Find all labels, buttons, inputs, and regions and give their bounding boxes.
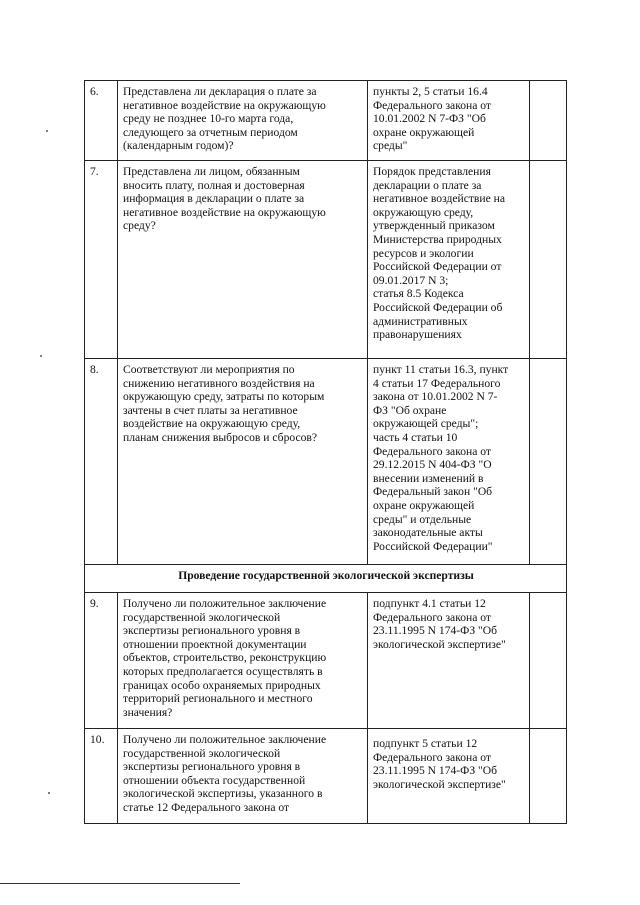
question-line: информация в декларации о плате за [123, 192, 305, 206]
row-number: 8. [85, 359, 118, 565]
reference-line: охране окружающей [373, 125, 475, 139]
question-line: Представлена ли лицом, обязанным [123, 165, 300, 178]
row-number: 9. [85, 593, 118, 729]
reference-line: Российской Федерации от [373, 260, 502, 274]
row-number: 6. [85, 81, 118, 161]
reference-line: часть 4 статьи 10 [373, 430, 458, 444]
reference-line: правонарушениях [373, 328, 462, 342]
reference-line: охране окружающей [373, 498, 475, 512]
scan-speck [40, 355, 42, 357]
reference-line: Федерального закона от [373, 750, 492, 764]
reference-line: 09.01.2017 N 3; [373, 273, 449, 287]
question-line: территорий регионального и местного [123, 692, 313, 706]
question-line: статье 12 Федерального закона от [123, 800, 290, 814]
question-cell [118, 593, 368, 729]
question-line: отношении проектной документации [123, 637, 307, 651]
reference-cell [368, 81, 530, 161]
reference-line: Министерства природных [373, 232, 502, 246]
reference-line: окружающую среду, [373, 205, 474, 219]
reference-line: внесении изменений в [373, 471, 484, 485]
question-cell [118, 729, 368, 824]
reference-line: Федерального закона от [373, 444, 492, 458]
reference-line: ресурсов и экологии [373, 246, 474, 260]
question-line: государственной экологической [123, 746, 281, 760]
answer-cell[interactable] [530, 81, 567, 161]
question-line: вносить плату, полная и достоверная [123, 178, 305, 192]
table-row [85, 81, 567, 161]
reference-cell [368, 359, 530, 565]
row-number: 10. [85, 729, 118, 824]
answer-cell[interactable] [530, 729, 567, 824]
reference-line: Федеральный закон "Об [373, 485, 493, 499]
reference-line: административных [373, 314, 468, 328]
reference-line: Российской Федерации" [373, 539, 493, 553]
reference-line: закона от 10.01.2002 N 7- [373, 390, 498, 404]
question-line: окружающую среду, затраты по которым [123, 390, 325, 404]
reference-cell [368, 729, 530, 824]
reference-line: Порядок представления [373, 165, 491, 178]
reference-line: 10.01.2002 N 7-ФЗ "Об [373, 112, 486, 126]
table-row [85, 729, 567, 824]
reference-line: 23.11.1995 N 174-ФЗ "Об [373, 764, 498, 778]
checklist-table [84, 80, 567, 824]
answer-cell[interactable] [530, 161, 567, 359]
question-line: объектов, строительство, реконструкцию [123, 651, 327, 665]
reference-line: статья 8.5 Кодекса [373, 287, 464, 301]
question-line: экспертизы регионального уровня в [123, 624, 301, 638]
scan-speck [48, 792, 50, 794]
table-row [85, 161, 567, 359]
question-line: негативное воздействие на окружающую [123, 98, 326, 112]
reference-cell [368, 161, 530, 359]
question-line: (календарным годом)? [123, 139, 234, 153]
reference-line: среды" [373, 139, 408, 153]
question-line: которых предполагается осуществлять в [123, 664, 323, 678]
section-header-row [85, 565, 567, 593]
reference-line: Российской Федерации об [373, 300, 503, 314]
reference-line: утвержденный приказом [373, 219, 495, 233]
section-title: Проведение государственной экологической экспертизы [85, 565, 567, 593]
question-line: среду не позднее 10-го марта года, [123, 112, 294, 126]
reference-line: законодательные акты [373, 526, 483, 540]
reference-line: окружающей среды"; [373, 417, 479, 431]
answer-cell[interactable] [530, 593, 567, 729]
scan-speck [46, 130, 48, 132]
reference-line: 4 статьи 17 Федерального [373, 376, 501, 390]
reference-line: подпункт 4.1 статьи 12 [373, 597, 486, 610]
question-cell [118, 81, 368, 161]
question-line: Соответствуют ли мероприятия по [123, 363, 295, 376]
answer-cell[interactable] [530, 359, 567, 565]
question-line: воздействие на окружающую среду, [123, 417, 301, 431]
question-cell [118, 161, 368, 359]
reference-line: 23.11.1995 N 174-ФЗ "Об [373, 624, 498, 638]
table-row [85, 359, 567, 565]
reference-line: пункты 2, 5 статьи 16.4 [373, 85, 488, 98]
question-line: среду? [123, 219, 156, 233]
question-line: границах особо охраняемых природных [123, 678, 321, 692]
question-line: негативное воздействие на окружающую [123, 205, 326, 219]
reference-line: экологической экспертизе" [373, 777, 506, 791]
reference-line: декларации о плате за [373, 178, 482, 192]
question-line: снижению негативного воздействия на [123, 376, 315, 390]
reference-line: пункт 11 статьи 16.3, пункт [373, 363, 509, 376]
reference-line: негативное воздействие на [373, 192, 505, 206]
question-line: экспертизы регионального уровня в [123, 760, 301, 774]
table-row [85, 593, 567, 729]
question-line: отношении объекта государственной [123, 773, 306, 787]
reference-line: ФЗ "Об охране [373, 403, 447, 417]
question-line: следующего за отчетным периодом [123, 125, 298, 139]
reference-line: Федерального закона от [373, 98, 492, 112]
row-number: 7. [85, 161, 118, 359]
reference-line: Федерального закона от [373, 610, 492, 624]
question-line: Представлена ли декларация о плате за [123, 85, 317, 98]
question-line: зачтены в счет платы за негативное [123, 403, 298, 417]
reference-line: среды" и отдельные [373, 512, 472, 526]
question-line: значения? [123, 705, 173, 719]
question-line: экологической экспертизы, указанного в [123, 787, 323, 801]
question-line: государственной экологической [123, 610, 281, 624]
reference-line: подпункт 5 статьи 12 [373, 737, 478, 750]
bottom-rule [0, 883, 240, 884]
question-cell [118, 359, 368, 565]
reference-line: 29.12.2015 N 404-ФЗ "О [373, 458, 492, 472]
question-line: планам снижения выбросов и сбросов? [123, 430, 318, 444]
reference-cell [368, 593, 530, 729]
reference-line: экологической экспертизе" [373, 637, 506, 651]
question-line: Получено ли положительное заключение [123, 597, 327, 610]
question-line: Получено ли положительное заключение [123, 733, 327, 746]
